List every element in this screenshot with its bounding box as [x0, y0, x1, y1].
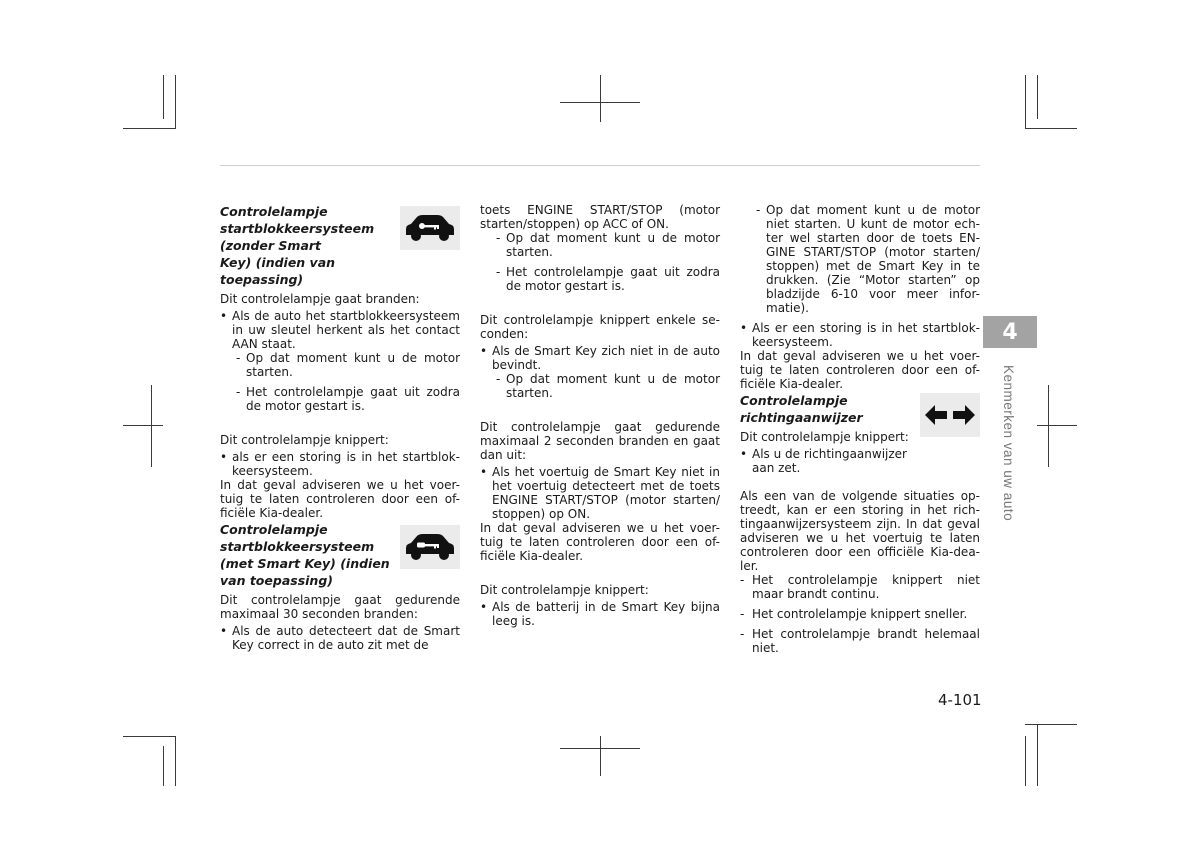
bullet-item: • Als het voertuig de Smart Key niet in het voertuig detecteert met de toets ENGINE START/STOP (motor starten/ stoppen) op ON. [480, 465, 720, 521]
paragraph: Dit controlelampje knippert: [220, 433, 389, 447]
chapter-title: Kenmerken van uw auto [1001, 365, 1016, 522]
dash-item: - Het controlelampje knippert sneller. [740, 607, 968, 621]
dash-item: - Op dat moment kunt u de motor starten. [236, 351, 460, 379]
section-heading: Controlelampje startblokkeersysteem (zonder Smart Key) (indien van toepassing) [220, 204, 375, 287]
column-2 [480, 203, 720, 628]
paragraph: Als een van de volgende situaties op-treedt, kan er een storing in het rich-tingaanwijzersysteem zijn. In dat geval adviseren we u het voertuig te laten controleren door een officiële Kia-dea-ler. [740, 489, 980, 573]
dash-item: - Op dat moment kunt u de motor starten. [496, 372, 720, 400]
column-3 [740, 203, 980, 655]
paragraph: In dat geval adviseren we u het voer-tuig te laten controleren door een of-ficiële Kia-dealer. [220, 478, 460, 520]
paragraph: Dit controlelampje knippert enkele se-conden: [480, 313, 720, 341]
dash-item: - Het controlelampje gaat uit zodra de motor gestart is. [236, 385, 460, 413]
bullet-item: • Als er een storing is in het startblok-keersysteem. [740, 321, 980, 349]
bullet-item: • Als de batterij in de Smart Key bijna leeg is. [480, 600, 720, 628]
bullet-item: • Als de auto het startblokkeersysteem in uw sleutel herkent als het contact AAN staat. [220, 309, 460, 351]
dash-item: - Het controlelampje brandt helemaal niet. [740, 627, 980, 655]
dash-item: - Op dat moment kunt u de motor starten. [496, 231, 720, 259]
bullet-item: • Als u de richtingaanwijzer aan zet. [740, 447, 907, 475]
paragraph: In dat geval adviseren we u het voer-tuig te laten controleren door een of-ficiële Kia-dealer. [740, 349, 980, 391]
dash-item: - Het controlelampje knippert niet maar brandt continu. [740, 573, 980, 601]
paragraph: Dit controlelampje knippert: [480, 583, 649, 597]
bullet-item: • Als de auto detecteert dat de Smart Key correct in de auto zit met de [220, 624, 460, 652]
paragraph: Dit controlelampje gaat gedurende maximaal 2 seconden branden en gaat dan uit: [480, 420, 720, 462]
paragraph: Dit controlelampje knippert: [740, 430, 909, 444]
dash-item: - Het controlelampje gaat uit zodra de motor gestart is. [496, 265, 720, 293]
section-heading: Controlelampje richtingaanwijzer [740, 393, 863, 425]
bullet-item: • als er een storing is in het startblok-keersysteem. [220, 450, 460, 478]
bullet-item: • Als de Smart Key zich niet in de auto bevindt. [480, 344, 720, 372]
section-heading: Controlelampje startblokkeersysteem (met Smart Key) (indien van toepassing) [220, 522, 390, 588]
chapter-number: 4 [1002, 319, 1018, 345]
header-rule [220, 165, 980, 166]
paragraph: Dit controlelampje gaat gedurende maximaal 30 seconden branden: [220, 593, 460, 621]
paragraph: Dit controlelampje gaat branden: [220, 292, 420, 306]
paragraph: In dat geval adviseren we u het voer-tuig te laten controleren door een of-ficiële Kia-dealer. [480, 521, 720, 563]
chapter-title-vertical [1002, 365, 1014, 535]
chapter-tab [983, 316, 1037, 348]
paragraph: toets ENGINE START/STOP (motor starten/stoppen) op ACC of ON. [480, 203, 720, 231]
dash-item: - Op dat moment kunt u de motor niet starten. U kunt de motor ech-ter wel starten door de toets EN-GINE START/STOP (motor starten/ stoppen) met de Smart Key in te drukken. (Zie “Motor starten” op bladzijde 6-10 voor meer infor-matie). [756, 203, 980, 315]
column-1 [220, 203, 460, 652]
page-number: 4-101 [938, 691, 982, 709]
